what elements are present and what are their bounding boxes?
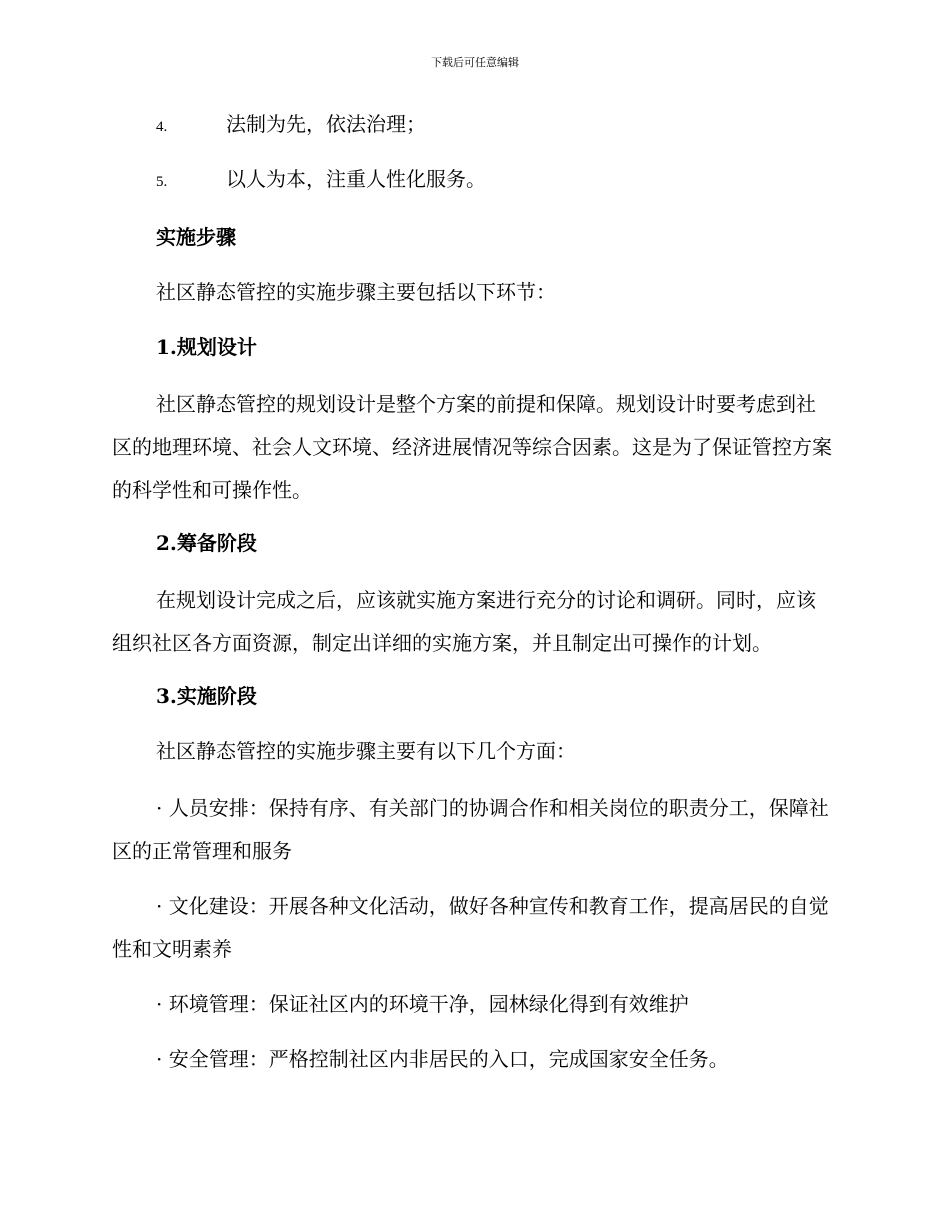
list-item — [112, 108, 832, 146]
step3-intro: 社区静态管控的实施步骤主要有以下几个方面： — [156, 739, 576, 763]
list-number: 4. — [156, 119, 168, 135]
list-number: 5. — [156, 174, 168, 190]
bullet-culture: · 文化建设：开展各种文化活动，做好各种宣传和教育工作，提高居民的自觉性和文明素养 — [112, 894, 829, 961]
list-item — [112, 163, 832, 201]
document-body — [112, 108, 832, 1093]
section-intro: 社区静态管控的实施步骤主要包括以下环节： — [156, 280, 556, 304]
step2-body: 在规划设计完成之后，应该就实施方案进行充分的讨论和调研。同时，应该组织社区各方面资源，制定出详细的实施方案，并且制定出可操作的计划。 — [112, 588, 816, 655]
page-header-note: 下载后可任意编辑 — [431, 56, 519, 69]
step3-title: 3.实施阶段 — [156, 684, 257, 708]
list-text: 以人为本，注重人性化服务。 — [226, 167, 486, 191]
bullet-security: · 安全管理：严格控制社区内非居民的入口，完成国家安全任务。 — [156, 1047, 729, 1071]
step2-title: 2.筹备阶段 — [156, 531, 257, 555]
section-title: 实施步骤 — [156, 225, 236, 249]
step1-body: 社区静态管控的规划设计是整个方案的前提和保障。规划设计时要考虑到社区的地理环境、社会人文环境、经济进展情况等综合因素。这是为了保证管控方案的科学性和可操作性。 — [112, 392, 832, 502]
bullet-personnel: · 人员安排：保持有序、有关部门的协调合作和相关岗位的职责分工，保障社区的正常管理和服务 — [112, 796, 829, 863]
step1-title: 1.规划设计 — [156, 335, 257, 359]
list-text: 法制为先，依法治理； — [226, 112, 426, 136]
bullet-environment: · 环境管理：保证社区内的环境干净，园林绿化得到有效维护 — [156, 992, 689, 1016]
